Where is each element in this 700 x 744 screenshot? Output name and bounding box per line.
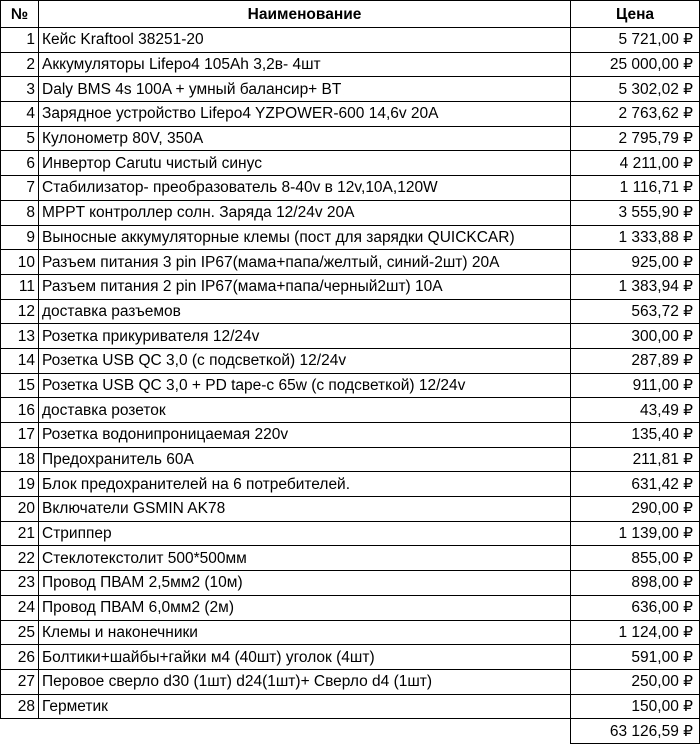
header-row xyxy=(1,1,700,28)
table-row xyxy=(1,77,700,102)
row-name: Болтики+шайбы+гайки м4 (40шт) уголок (4шт) xyxy=(39,645,571,670)
table-row xyxy=(1,595,700,620)
table-row xyxy=(1,324,700,349)
row-price: 43,49 ₽ xyxy=(571,398,700,423)
row-num: 6 xyxy=(1,151,39,176)
row-num: 27 xyxy=(1,669,39,694)
header-name: Наименование xyxy=(39,1,571,28)
total-empty-num xyxy=(1,719,39,744)
row-price: 3 555,90 ₽ xyxy=(571,200,700,225)
row-num: 24 xyxy=(1,595,39,620)
table-row xyxy=(1,521,700,546)
table-row xyxy=(1,423,700,448)
row-price: 591,00 ₽ xyxy=(571,645,700,670)
row-name: Стриппер xyxy=(39,521,571,546)
row-name: доставка разъемов xyxy=(39,299,571,324)
row-num: 25 xyxy=(1,620,39,645)
row-price: 898,00 ₽ xyxy=(571,571,700,596)
table-row xyxy=(1,52,700,77)
row-num: 26 xyxy=(1,645,39,670)
row-name: Розетка водонипроницаемая 220v xyxy=(39,423,571,448)
table-row xyxy=(1,274,700,299)
row-name: Розетка прикуривателя 12/24v xyxy=(39,324,571,349)
row-num: 12 xyxy=(1,299,39,324)
row-price: 631,42 ₽ xyxy=(571,472,700,497)
row-num: 9 xyxy=(1,225,39,250)
row-name: доставка розеток xyxy=(39,398,571,423)
row-num: 2 xyxy=(1,52,39,77)
row-price: 1 124,00 ₽ xyxy=(571,620,700,645)
row-name: Провод ПВАМ 6,0мм2 (2м) xyxy=(39,595,571,620)
row-price: 1 333,88 ₽ xyxy=(571,225,700,250)
row-name: Выносные аккумуляторные клемы (пост для зарядки QUICKCAR) xyxy=(39,225,571,250)
row-name: Кейс Kraftool 38251-20 xyxy=(39,28,571,53)
row-price: 300,00 ₽ xyxy=(571,324,700,349)
row-num: 14 xyxy=(1,348,39,373)
table-row xyxy=(1,28,700,53)
table-row xyxy=(1,447,700,472)
row-price: 25 000,00 ₽ xyxy=(571,52,700,77)
row-price: 135,40 ₽ xyxy=(571,423,700,448)
total-price: 63 126,59 ₽ xyxy=(571,719,700,744)
row-name: Аккумуляторы Lifepo4 105Ah 3,2в- 4шт xyxy=(39,52,571,77)
table-row xyxy=(1,348,700,373)
table-row xyxy=(1,299,700,324)
row-name: MPPT контроллер солн. Заряда 12/24v 20A xyxy=(39,200,571,225)
row-num: 28 xyxy=(1,694,39,719)
row-price: 2 763,62 ₽ xyxy=(571,102,700,127)
row-num: 20 xyxy=(1,497,39,522)
row-name: Герметик xyxy=(39,694,571,719)
row-name: Клемы и наконечники xyxy=(39,620,571,645)
row-num: 3 xyxy=(1,77,39,102)
table-row xyxy=(1,497,700,522)
row-name: Кулонометр 80V, 350A xyxy=(39,126,571,151)
table-row xyxy=(1,225,700,250)
row-price: 1 383,94 ₽ xyxy=(571,274,700,299)
row-price: 1 139,00 ₽ xyxy=(571,521,700,546)
row-price: 563,72 ₽ xyxy=(571,299,700,324)
row-num: 18 xyxy=(1,447,39,472)
row-num: 11 xyxy=(1,274,39,299)
row-name: Разъем питания 3 pin IP67(мама+папа/желтый, синий-2шт) 20A xyxy=(39,250,571,275)
row-price: 287,89 ₽ xyxy=(571,348,700,373)
row-num: 22 xyxy=(1,546,39,571)
row-num: 13 xyxy=(1,324,39,349)
table-row xyxy=(1,645,700,670)
table-row xyxy=(1,472,700,497)
row-name: Стеклотекстолит 500*500мм xyxy=(39,546,571,571)
header-num: № xyxy=(1,1,39,28)
row-num: 15 xyxy=(1,373,39,398)
row-price: 2 795,79 ₽ xyxy=(571,126,700,151)
table-row xyxy=(1,398,700,423)
row-name: Стабилизатор- преобразователь 8-40v в 12v,10A,120W xyxy=(39,176,571,201)
row-price: 911,00 ₽ xyxy=(571,373,700,398)
table-row xyxy=(1,250,700,275)
table-row xyxy=(1,373,700,398)
row-name: Провод ПВАМ 2,5мм2 (10м) xyxy=(39,571,571,596)
row-num: 10 xyxy=(1,250,39,275)
table-row xyxy=(1,151,700,176)
table-row xyxy=(1,200,700,225)
table-row xyxy=(1,694,700,719)
row-name: Daly BMS 4s 100A + умный балансир+ BT xyxy=(39,77,571,102)
row-price: 925,00 ₽ xyxy=(571,250,700,275)
row-name: Перовое сверло d30 (1шт) d24(1шт)+ Сверло d4 (1шт) xyxy=(39,669,571,694)
row-price: 250,00 ₽ xyxy=(571,669,700,694)
table-row xyxy=(1,126,700,151)
row-name: Блок предохранителей на 6 потребителей. xyxy=(39,472,571,497)
row-num: 1 xyxy=(1,28,39,53)
row-num: 16 xyxy=(1,398,39,423)
row-price: 4 211,00 ₽ xyxy=(571,151,700,176)
row-name: Розетка USB QC 3,0 (с подсветкой) 12/24v xyxy=(39,348,571,373)
row-num: 4 xyxy=(1,102,39,127)
table-row xyxy=(1,102,700,127)
row-num: 7 xyxy=(1,176,39,201)
table-row xyxy=(1,546,700,571)
table-row xyxy=(1,620,700,645)
row-name: Разъем питания 2 pin IP67(мама+папа/черный2шт) 10A xyxy=(39,274,571,299)
row-price: 636,00 ₽ xyxy=(571,595,700,620)
row-price: 855,00 ₽ xyxy=(571,546,700,571)
table-row xyxy=(1,571,700,596)
total-empty-name xyxy=(39,719,571,744)
row-name: Зарядное устройство Lifepo4 YZPOWER-600 14,6v 20A xyxy=(39,102,571,127)
row-price: 290,00 ₽ xyxy=(571,497,700,522)
row-price: 5 302,02 ₽ xyxy=(571,77,700,102)
row-name: Инвертор Carutu чистый синус xyxy=(39,151,571,176)
row-price: 5 721,00 ₽ xyxy=(571,28,700,53)
row-price: 150,00 ₽ xyxy=(571,694,700,719)
row-price: 211,81 ₽ xyxy=(571,447,700,472)
row-num: 23 xyxy=(1,571,39,596)
row-name: Розетка USB QC 3,0 + PD tape-c 65w (с подсветкой) 12/24v xyxy=(39,373,571,398)
row-name: Предохранитель 60A xyxy=(39,447,571,472)
row-price: 1 116,71 ₽ xyxy=(571,176,700,201)
table-row xyxy=(1,669,700,694)
row-num: 19 xyxy=(1,472,39,497)
row-num: 17 xyxy=(1,423,39,448)
row-name: Включатели GSMIN AK78 xyxy=(39,497,571,522)
row-num: 8 xyxy=(1,200,39,225)
header-price: Цена xyxy=(571,1,700,28)
row-num: 21 xyxy=(1,521,39,546)
table-row xyxy=(1,176,700,201)
total-row xyxy=(1,719,700,744)
row-num: 5 xyxy=(1,126,39,151)
